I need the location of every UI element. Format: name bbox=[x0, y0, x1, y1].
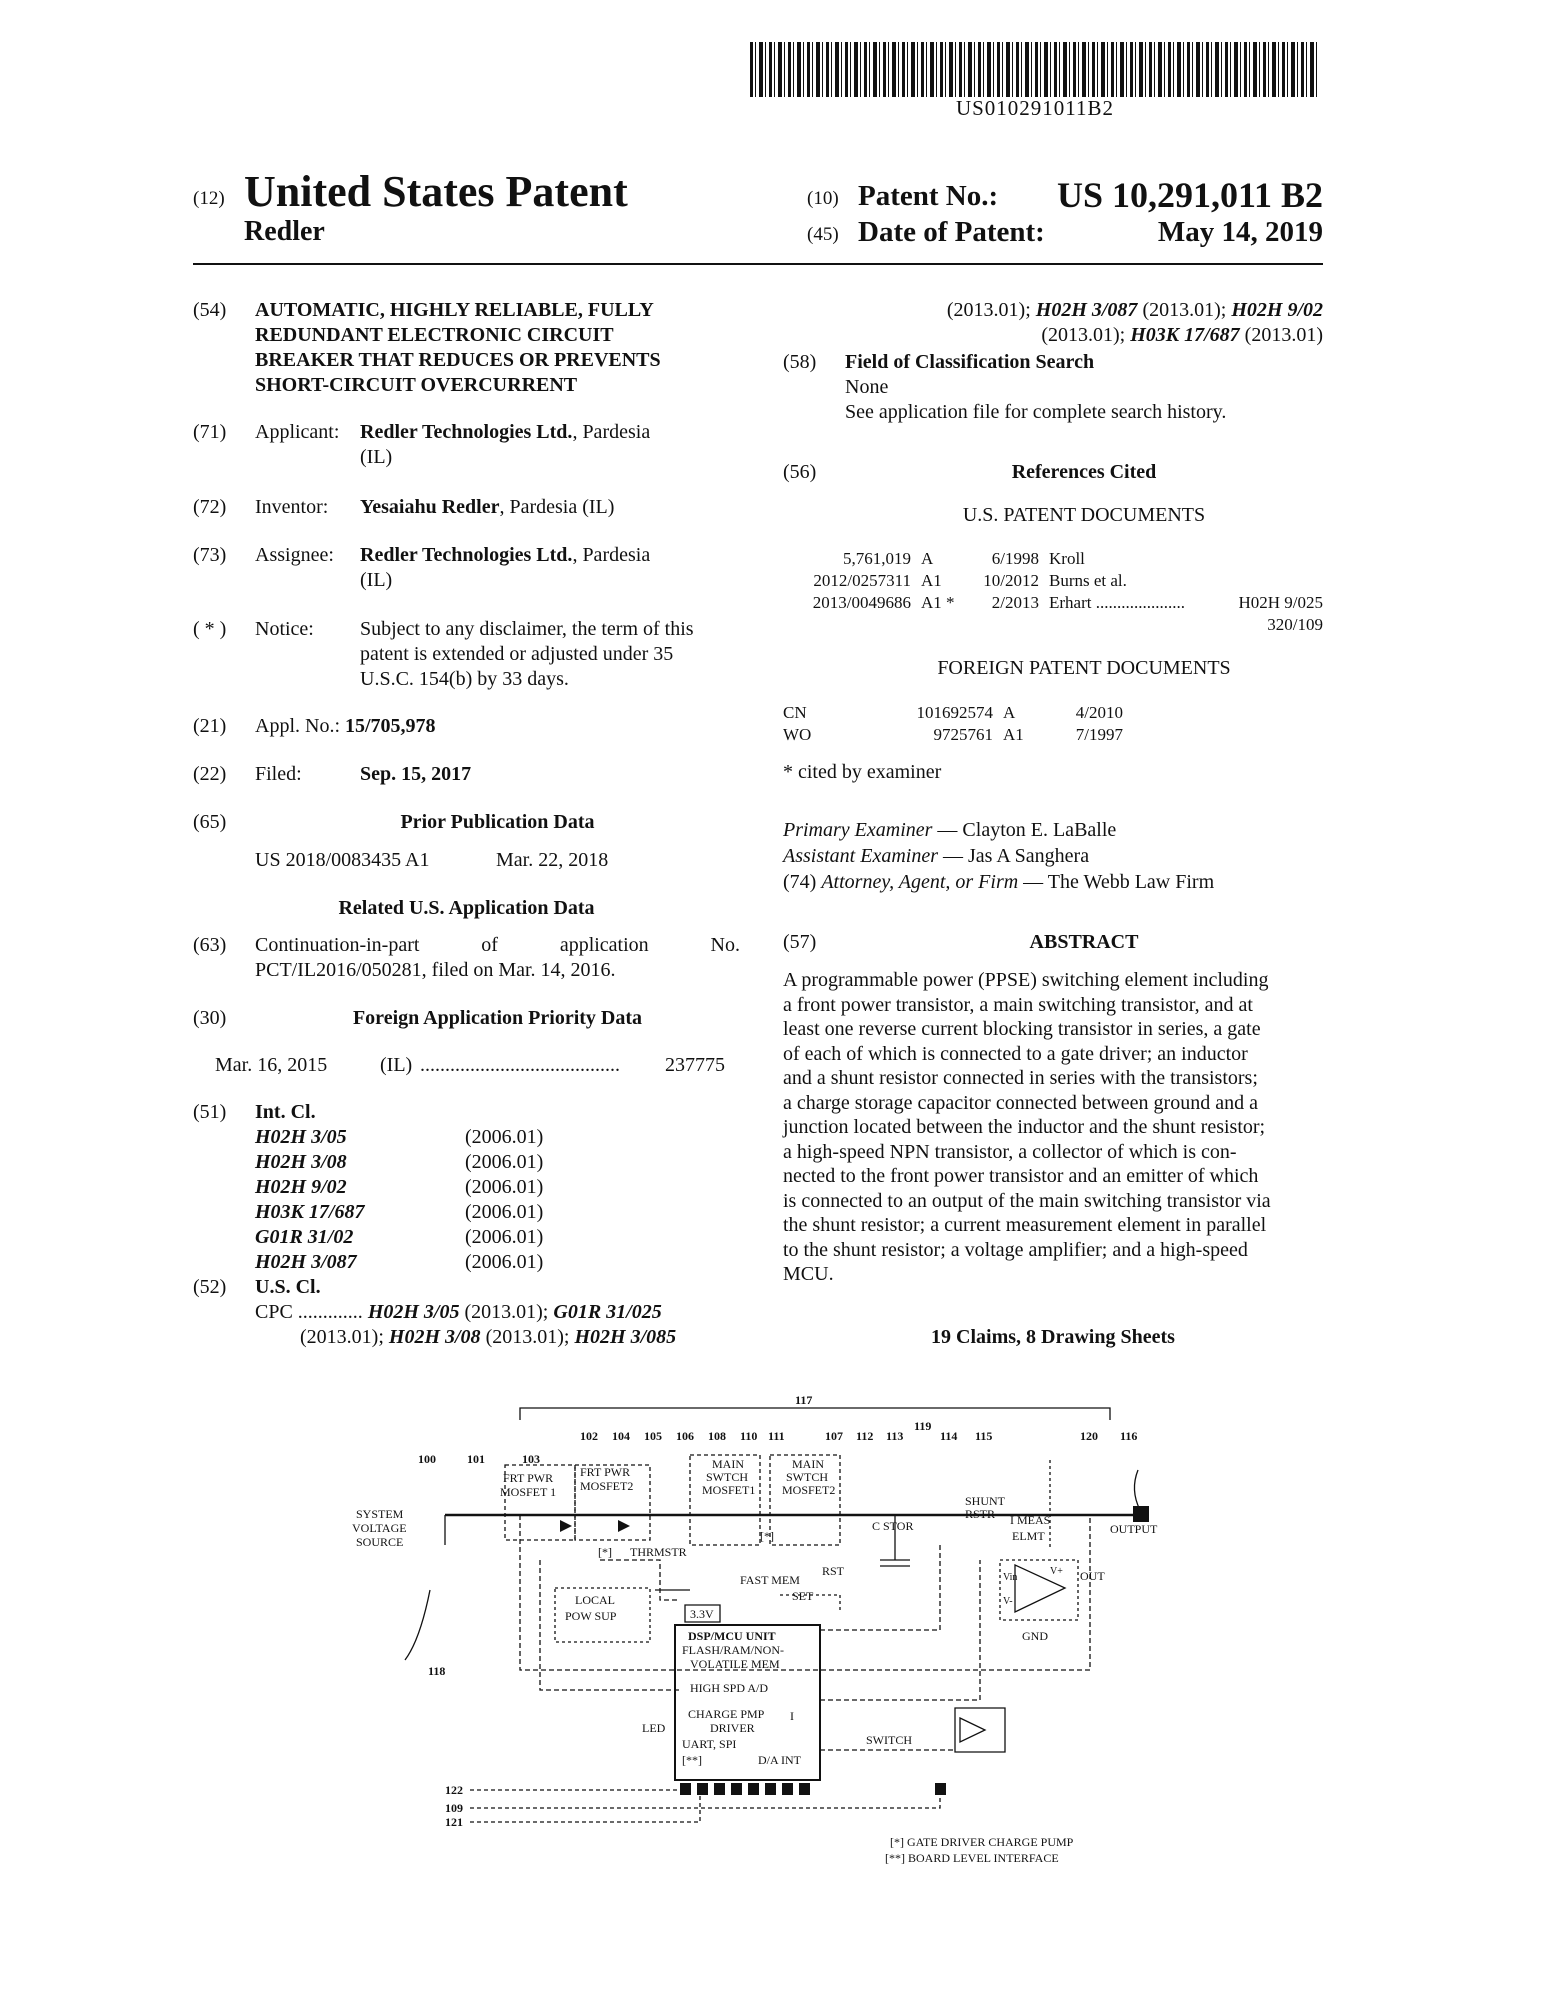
us-docs-heading: U.S. PATENT DOCUMENTS bbox=[962, 504, 1206, 526]
intcl-ver: (2006.01) bbox=[465, 1151, 544, 1173]
shunt-label: SHUNT bbox=[965, 1494, 1006, 1508]
intcl-ver: (2006.01) bbox=[465, 1126, 544, 1148]
frt1-label: MOSFET 1 bbox=[500, 1485, 557, 1499]
title-line: SHORT-CIRCUIT OVERCURRENT bbox=[255, 374, 578, 396]
uscl-label: U.S. Cl. bbox=[255, 1276, 321, 1298]
applicant-name: Redler Technologies Ltd. bbox=[360, 421, 573, 443]
doc-kind: A1 bbox=[1003, 725, 1024, 744]
ref-label: 107 bbox=[825, 1429, 843, 1443]
inventor-label: Inventor: bbox=[255, 496, 329, 518]
main1-label: MOSFET1 bbox=[702, 1483, 756, 1497]
patent-no-label: Patent No.: bbox=[858, 180, 999, 212]
code-73: (73) bbox=[193, 544, 227, 566]
attorney-name: — The Webb Law Firm bbox=[1018, 871, 1215, 893]
abstract-line: A programmable power (PPSE) switching element including bbox=[783, 969, 1269, 991]
doc-kind: A bbox=[921, 549, 934, 568]
abstract-line: a high-speed NPN transistor, a collector of which is con- bbox=[783, 1140, 1237, 1163]
local-label: POW SUP bbox=[565, 1609, 617, 1623]
output-terminal bbox=[1133, 1506, 1149, 1522]
field-heading: Field of Classification Search bbox=[845, 351, 1095, 373]
charge-label: CHARGE PMP bbox=[688, 1707, 765, 1721]
doc-date: 10/2012 bbox=[983, 571, 1039, 590]
doc-cls: H02H 9/025 bbox=[1238, 593, 1323, 612]
code-12: (12) bbox=[193, 188, 225, 209]
field-value: None bbox=[845, 376, 889, 398]
code-57: (57) bbox=[783, 931, 817, 953]
intcl-code: H02H 9/02 bbox=[255, 1176, 347, 1198]
foreign-docs-heading: FOREIGN PATENT DOCUMENTS bbox=[937, 657, 1231, 679]
priority-date: Mar. 16, 2015 bbox=[215, 1054, 328, 1076]
main1-label: SWTCH bbox=[706, 1470, 748, 1484]
assignee-name: Redler Technologies Ltd. bbox=[360, 544, 573, 566]
doc-date: 2/2013 bbox=[991, 593, 1039, 612]
applicant-country: (IL) bbox=[360, 446, 393, 468]
doc-no: 9725761 bbox=[933, 725, 993, 744]
priority-number: 237775 bbox=[665, 1054, 725, 1076]
primary-label: Primary Examiner bbox=[783, 819, 933, 841]
cpc-ver: (2013.01); bbox=[1041, 324, 1126, 346]
doc-no: 5,761,019 bbox=[843, 549, 911, 568]
cpc-code: G01R 31/025 bbox=[553, 1301, 662, 1323]
applicant-label: Applicant: bbox=[255, 421, 340, 443]
prior-pub-no: US 2018/0083435 A1 bbox=[255, 849, 430, 871]
abstract-line: a charge storage capacitor connected between ground and a bbox=[783, 1091, 1258, 1114]
dsp-label: FLASH/RAM/NON- bbox=[682, 1643, 785, 1657]
code-22: (22) bbox=[193, 763, 227, 785]
abstract-line: to the shunt resistor; a voltage amplifier; and a high-speed bbox=[783, 1238, 1248, 1261]
cpc-code: H02H 9/02 bbox=[1231, 299, 1323, 321]
doc-no: 101692574 bbox=[916, 703, 993, 722]
field-note: See application file for complete search history. bbox=[845, 401, 1227, 423]
refs-heading: References Cited bbox=[1011, 461, 1157, 483]
thermstr-label: THRMSTR bbox=[630, 1545, 687, 1559]
ref-118: 118 bbox=[428, 1664, 446, 1678]
intcl-label: Int. Cl. bbox=[255, 1101, 316, 1123]
patent-title-heading: United States Patent bbox=[244, 167, 628, 216]
priority-dots: ........................................ bbox=[420, 1054, 620, 1076]
local-label: LOCAL bbox=[575, 1593, 615, 1607]
cited-note: * cited by examiner bbox=[783, 761, 942, 783]
doc-kind: A1 * bbox=[921, 593, 955, 612]
code-52: (52) bbox=[193, 1276, 227, 1298]
main2-label: MOSFET2 bbox=[782, 1483, 836, 1497]
bus-c bbox=[820, 1545, 940, 1630]
appl-number: 15/705,978 bbox=[345, 715, 436, 737]
related-word: Continuation-in-part bbox=[255, 934, 420, 956]
dsp-label: VOLATILE MEM bbox=[690, 1657, 780, 1671]
vminus-label: V- bbox=[1003, 1596, 1013, 1607]
abstract-line: junction located between the inductor and the shunt resistor; bbox=[783, 1116, 1266, 1138]
doc-cls-extra: 320/109 bbox=[1267, 615, 1323, 634]
legend-2: [**] BOARD LEVEL INTERFACE bbox=[885, 1851, 1059, 1865]
gnd-label: GND bbox=[1022, 1629, 1048, 1643]
abstract-line: least one reverse current blocking transistor in series, a gate bbox=[783, 1018, 1261, 1040]
legend-1: [*] GATE DRIVER CHARGE PUMP bbox=[890, 1835, 1074, 1849]
cpc-code: H02H 3/085 bbox=[574, 1326, 677, 1348]
abstract-line: the shunt resistor; a current measurement element in parallel bbox=[783, 1214, 1267, 1236]
code-54: (54) bbox=[193, 299, 227, 321]
main2-label: SWTCH bbox=[786, 1470, 828, 1484]
doc-name: Burns et al. bbox=[1049, 571, 1127, 590]
intcl-ver: (2006.01) bbox=[465, 1251, 544, 1273]
ref-label: 105 bbox=[644, 1429, 662, 1443]
ref-label: 120 bbox=[1080, 1429, 1098, 1443]
dstar-label: [**] bbox=[682, 1753, 702, 1767]
related-line-2: PCT/IL2016/050281, filed on Mar. 14, 2016. bbox=[255, 959, 616, 981]
ref116-lead bbox=[1134, 1470, 1140, 1510]
code-notice: ( * ) bbox=[193, 618, 227, 640]
ref-label: 111 bbox=[768, 1429, 785, 1443]
doc-country: WO bbox=[783, 725, 812, 744]
imeas-box bbox=[1000, 1560, 1078, 1620]
related-heading: Related U.S. Application Data bbox=[338, 897, 595, 919]
dacint-label: D/A INT bbox=[758, 1753, 801, 1767]
code-63: (63) bbox=[193, 934, 227, 956]
intcl-code: H02H 3/087 bbox=[255, 1251, 357, 1273]
ref-label: 108 bbox=[708, 1429, 726, 1443]
related-word: No. bbox=[710, 934, 740, 956]
doc-country: CN bbox=[783, 703, 807, 722]
primary-name: — Clayton E. LaBalle bbox=[932, 819, 1117, 841]
intcl-code: G01R 31/02 bbox=[255, 1226, 354, 1248]
cstor-label: C STOR bbox=[872, 1519, 914, 1533]
doc-kind: A1 bbox=[921, 571, 942, 590]
assistant-name: — Jas A Sanghera bbox=[938, 845, 1090, 867]
ref-103: 103 bbox=[522, 1452, 540, 1466]
patent-number: US 10,291,011 B2 bbox=[1056, 175, 1323, 215]
abstract-line: is connected to an output of the main switching transistor via bbox=[783, 1189, 1271, 1212]
intcl-code: H02H 3/08 bbox=[255, 1151, 347, 1173]
vin-label: Vin bbox=[1003, 1572, 1018, 1583]
assignee-label: Assignee: bbox=[255, 544, 334, 566]
amp-triangle bbox=[960, 1718, 985, 1742]
ref-label: 119 bbox=[914, 1419, 932, 1433]
fastmem-label: FAST MEM bbox=[740, 1573, 800, 1587]
notice-line: Subject to any disclaimer, the term of this bbox=[360, 618, 694, 640]
notice-label: Notice: bbox=[255, 618, 314, 640]
ref-label: 104 bbox=[612, 1429, 630, 1443]
intcl-ver: (2006.01) bbox=[465, 1201, 544, 1223]
cpc-code: H02H 3/05 bbox=[367, 1301, 460, 1323]
appl-label: Appl. No.: bbox=[255, 715, 340, 737]
frt1-label: FRT PWR bbox=[503, 1471, 554, 1485]
code-58: (58) bbox=[783, 351, 817, 373]
patent-date: May 14, 2019 bbox=[1157, 216, 1323, 248]
ref-100: 100 bbox=[418, 1452, 436, 1466]
cpc-ver: (2013.01) bbox=[1244, 324, 1323, 346]
code-65: (65) bbox=[193, 811, 227, 833]
charge-label: DRIVER bbox=[710, 1721, 755, 1735]
vplus-label: V+ bbox=[1050, 1566, 1063, 1577]
cpc-ver: (2013.01); bbox=[464, 1301, 549, 1323]
switch-amp-box bbox=[955, 1708, 1005, 1752]
v33-label: 3.3V bbox=[690, 1607, 714, 1621]
ii-label: I bbox=[790, 1709, 794, 1723]
claims-line: 19 Claims, 8 Drawing Sheets bbox=[931, 1326, 1175, 1348]
intcl-ver: (2006.01) bbox=[465, 1226, 544, 1248]
ref-121: 121 bbox=[445, 1815, 463, 1829]
attorney-label: Attorney, Agent, or Firm bbox=[821, 871, 1019, 893]
notice-line: patent is extended or adjusted under 35 bbox=[360, 643, 674, 665]
ref-label: 110 bbox=[740, 1429, 758, 1443]
ref-label: 116 bbox=[1120, 1429, 1138, 1443]
ref-101: 101 bbox=[467, 1452, 485, 1466]
notice-line: U.S.C. 154(b) by 33 days. bbox=[360, 668, 569, 690]
cpc-ver: (2013.01); bbox=[946, 299, 1031, 321]
abstract-line: a front power transistor, a main switching transistor, and at bbox=[783, 993, 1253, 1016]
abstract-line: of each of which is connected to a gate driver; an inductor bbox=[783, 1042, 1248, 1065]
title-line: REDUNDANT ELECTRONIC CIRCUIT bbox=[255, 324, 614, 346]
intcl-code: H02H 3/05 bbox=[255, 1126, 347, 1148]
abstract-heading: ABSTRACT bbox=[1029, 931, 1139, 953]
imeas-label: ELMT bbox=[1012, 1529, 1045, 1543]
assignee-loc: , Pardesia bbox=[572, 544, 651, 566]
assistant-label: Assistant Examiner bbox=[783, 845, 938, 867]
doc-no: 2012/0257311 bbox=[813, 571, 911, 590]
ref-label: 114 bbox=[940, 1429, 958, 1443]
foreign-priority-heading: Foreign Application Priority Data bbox=[352, 1007, 643, 1029]
prior-pub-heading: Prior Publication Data bbox=[400, 811, 595, 833]
abstract-line: and a shunt resistor connected in series with the transistors; bbox=[783, 1067, 1258, 1089]
inventor-loc: , Pardesia (IL) bbox=[499, 496, 615, 518]
cpc-code: H02H 3/087 bbox=[1035, 299, 1138, 321]
star2-label: [*] bbox=[760, 1529, 774, 1543]
rst-label: RST bbox=[822, 1564, 845, 1578]
output-label: OUTPUT bbox=[1110, 1522, 1158, 1536]
ref-label: 113 bbox=[886, 1429, 904, 1443]
ref-label: 106 bbox=[676, 1429, 694, 1443]
doc-date: 6/1998 bbox=[991, 549, 1039, 568]
source-label: SOURCE bbox=[356, 1535, 404, 1549]
priority-country: (IL) bbox=[380, 1054, 413, 1076]
frt2-label: MOSFET2 bbox=[580, 1479, 634, 1493]
ref-label: 112 bbox=[856, 1429, 874, 1443]
code-74: (74) bbox=[783, 871, 817, 893]
charge-label: UART, SPI bbox=[682, 1737, 737, 1751]
barcode-number: US010291011B2 bbox=[955, 96, 1115, 120]
inventor-short: Redler bbox=[244, 216, 325, 247]
code-45: (45) bbox=[807, 224, 839, 245]
star-label: [*] bbox=[598, 1545, 612, 1559]
ref-109: 109 bbox=[445, 1801, 463, 1815]
doc-kind: A bbox=[1003, 703, 1016, 722]
doc-date: 4/2010 bbox=[1075, 703, 1123, 722]
doc-name: Kroll bbox=[1049, 549, 1085, 568]
applicant-loc: , Pardesia bbox=[572, 421, 651, 443]
assignee-country: (IL) bbox=[360, 569, 393, 591]
main2-label: MAIN bbox=[792, 1457, 824, 1471]
intcl-code: H03K 17/687 bbox=[255, 1201, 365, 1223]
cpc-code: H02H 3/08 bbox=[388, 1326, 481, 1348]
dsp-label: DSP/MCU UNIT bbox=[688, 1629, 776, 1643]
title-line: AUTOMATIC, HIGHLY RELIABLE, FULLY bbox=[255, 299, 654, 321]
main1-label: MAIN bbox=[712, 1457, 744, 1471]
bus-121 bbox=[470, 1790, 700, 1822]
set-label: SET bbox=[792, 1589, 814, 1603]
doc-name: Erhart ..................... bbox=[1049, 593, 1185, 612]
date-label: Date of Patent: bbox=[858, 216, 1045, 248]
code-21: (21) bbox=[193, 715, 227, 737]
abstract-line: nected to the front power transistor and an emitter of which bbox=[783, 1165, 1259, 1187]
abstract-line: MCU. bbox=[783, 1263, 834, 1285]
cpc-prefix: CPC ............. bbox=[255, 1301, 363, 1323]
switch-label: SWITCH bbox=[866, 1733, 912, 1747]
imeas-label: I MEAS bbox=[1010, 1513, 1051, 1527]
pin-row bbox=[680, 1783, 946, 1795]
intcl-ver: (2006.01) bbox=[465, 1176, 544, 1198]
cpc-ver: (2013.01); bbox=[300, 1326, 384, 1348]
filed-label: Filed: bbox=[255, 763, 302, 785]
code-71: (71) bbox=[193, 421, 227, 443]
bracket-117 bbox=[520, 1408, 1110, 1420]
cpc-ver: (2013.01); bbox=[1142, 299, 1227, 321]
out-label: OUT bbox=[1080, 1569, 1105, 1583]
code-51: (51) bbox=[193, 1101, 227, 1123]
source-label: SYSTEM bbox=[356, 1507, 404, 1521]
ref-label: 115 bbox=[975, 1429, 993, 1443]
source-wire bbox=[405, 1590, 430, 1660]
cpc-ver: (2013.01); bbox=[485, 1326, 570, 1348]
diodes bbox=[560, 1520, 630, 1532]
capacitor bbox=[880, 1560, 910, 1566]
code-72: (72) bbox=[193, 496, 227, 518]
highspd-label: HIGH SPD A/D bbox=[690, 1681, 769, 1695]
related-word: of bbox=[481, 934, 498, 956]
cpc-code: H03K 17/687 bbox=[1130, 324, 1240, 346]
code-30: (30) bbox=[193, 1007, 227, 1029]
prior-pub-date: Mar. 22, 2018 bbox=[496, 849, 609, 871]
doc-date: 7/1997 bbox=[1075, 725, 1123, 744]
frt2-label: FRT PWR bbox=[580, 1465, 631, 1479]
shunt-label: RSTR bbox=[965, 1507, 996, 1521]
ref-label: 102 bbox=[580, 1429, 598, 1443]
related-word: application bbox=[559, 934, 649, 956]
code-56: (56) bbox=[783, 461, 817, 483]
inventor-name: Yesaiahu Redler bbox=[360, 496, 500, 518]
title-line: BREAKER THAT REDUCES OR PREVENTS bbox=[255, 349, 661, 371]
led-label: LED bbox=[642, 1721, 666, 1735]
doc-no: 2013/0049686 bbox=[812, 593, 911, 612]
ref-117: 117 bbox=[795, 1393, 813, 1407]
source-label: VOLTAGE bbox=[352, 1521, 407, 1535]
ref-122: 122 bbox=[445, 1783, 463, 1797]
code-10: (10) bbox=[807, 188, 839, 209]
filed-date: Sep. 15, 2017 bbox=[360, 763, 472, 785]
